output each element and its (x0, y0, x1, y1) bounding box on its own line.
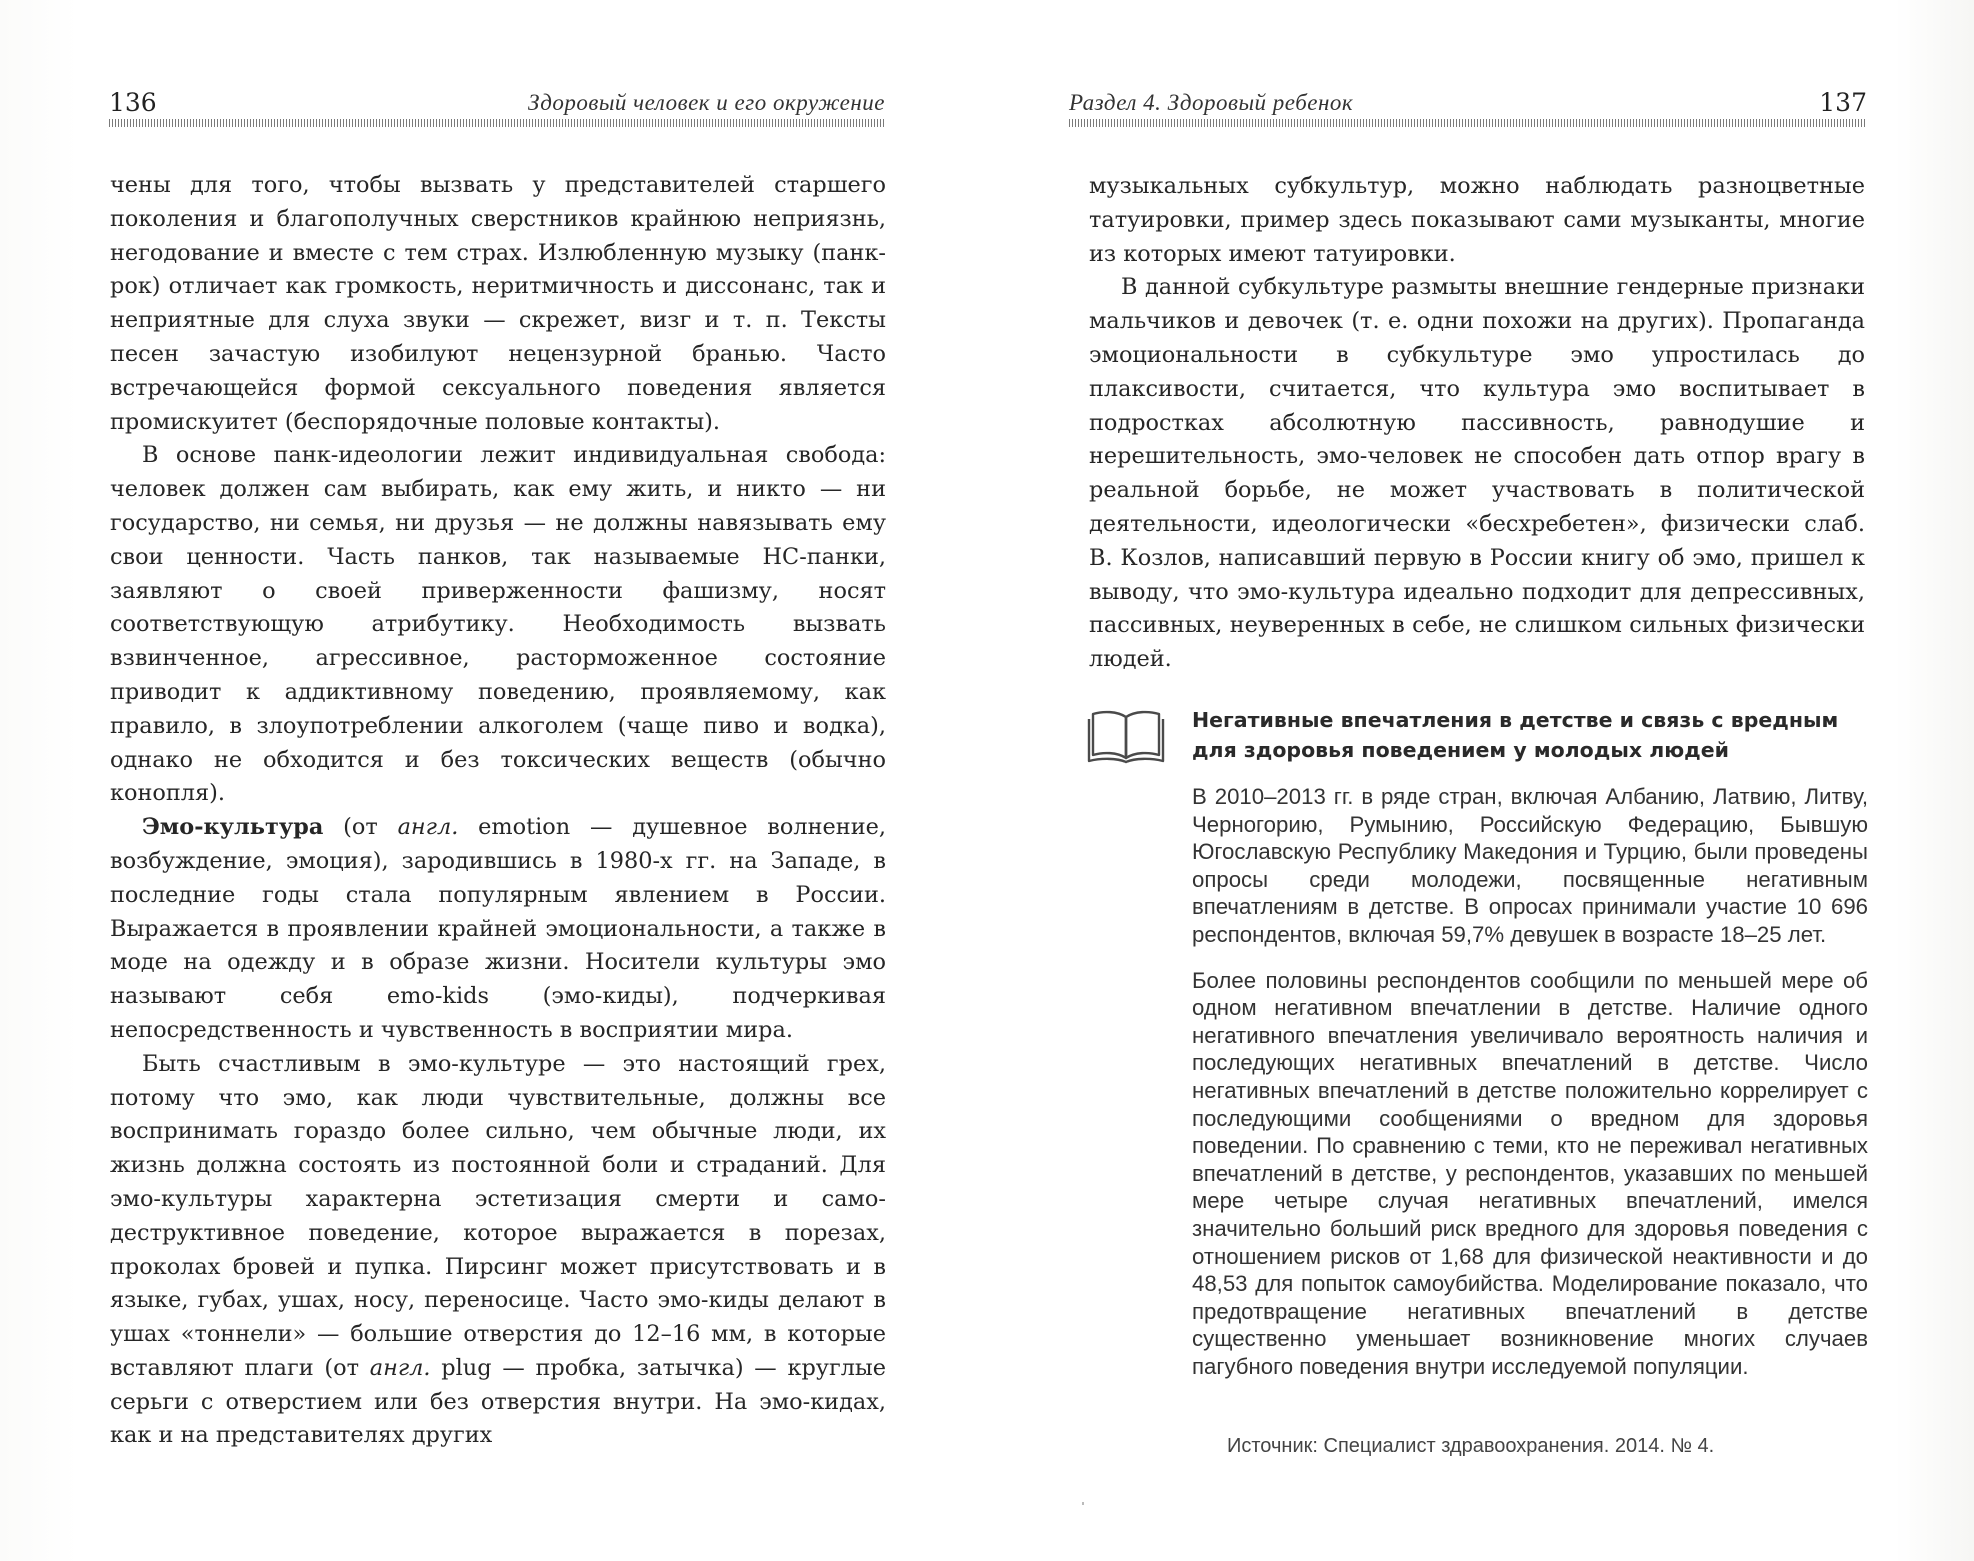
right-page (987, 0, 1974, 1561)
text-run: Быть счастливым в эмо-культуре — это настоящий грех, потому что эмо, как люди чувствительные, должны все воспринимать гораздо более сильно, чем обычные люди, их жизнь должна состоять из постоянной боли и страданий. Для эмо-культуры характерна эстетизация смерти и самодеструктивное поведение, которое выражается в порезах, проколах бровей и пупка. Пирсинг может присутствовать и в языке, губах, ушах, носу, переносице. Часто эмо-киды делают в ушах «тоннели» — большие отверстия до 12–16 мм, в которые вставляют плаги (от (110, 1050, 886, 1381)
info-box-title: Негативные впечатления в детстве и связь с вредным для здоровья поведением у молодых людей (1192, 708, 1839, 762)
right-running-head (1069, 86, 1867, 132)
term-emo-culture: Эмо-культура (142, 814, 324, 841)
paragraph: В основе панк-идеологии лежит индивидуальная свобода: человек должен сам выбирать, как ему жить, и никто — ни государство, ни семья, ни друзья — не должны навязывать ему свои ценности. Часть панков, так называемые НС-панки, заявляют о своей приверженности фашизму, носят соответствующую атрибутику. Необходимость вызвать взвинченное, агрессивное, расторможенное состояние приводит к аддиктивному поведению, проявляемому, как правило, в злоупотреблении алкоголем (чаще пиво и водка), однако не обходится и без токсических веществ (обычно конопля). (110, 442, 886, 807)
abbr-english: англ. (397, 814, 459, 841)
left-header-rule (109, 119, 885, 127)
paragraph: В данной субкультуре размыты внешние гендерные признаки мальчиков и девочек (т. е. одни похожи на других). Пропаганда эмоциональности в субкультуре эмо упростилась до плаксивости, считается, что культура эмо воспитывает в подростках абсолютную пассивность, равнодушие и нерешительность, эмо-человек не способен дать отпор врагу в реальной борьбе, не может участвовать в политической деятельности, идеологически «бесхребетен», физически слаб. В. Козлов, написавший первую в России книгу об эмо, пришел к выводу, что эмо-культура идеально подходит для депрессивных, пассивных, неуверенных в себе, не слишком сильных физически людей. (1089, 274, 1865, 673)
paper-speck (1082, 1502, 1084, 1505)
text-run: emotion — душевное волнение, возбуждение, эмоция), зародившись в 1980-х гг. на Западе, в последние годы стала популярным явлением в России. Выражается в проявлении крайней эмоциональности, а также в моде на одежду и в образе жизни. Носители культуры эмо называют себя emo-kids (эмо-киды), подчеркивая непосредственность и чувственность в восприятии мира. (110, 814, 886, 1043)
info-box-body (1192, 783, 1868, 1398)
info-box-paragraph: В 2010–2013 гг. в ряде стран, включая Албанию, Латвию, Литву, Черногорию, Румынию, Российскую Федерацию, Бывшую Югославскую Республику Македония и Турцию, были проведены опросы среди молодежи, посвященные негативным впечатлениям в детстве. В опросах принимали участие 10 696 респондентов, включая 59,7% девушек в возрасте 18–25 лет. (1192, 784, 1868, 947)
open-book-icon (1087, 705, 1165, 765)
paragraph: чены для того, чтобы вызвать у представителей старшего поколения и благополучных сверстников крайнюю неприязнь, негодование и вместе с тем страх. Излюбленную музыку (панк-рок) отличает как громкость, неритмичность и диссонанс, так и неприятные для слуха звуки — скрежет, визг и т. п. Тексты песен зачастую изобилуют нецензурной бранью. Часто встречающейся формой сексуального поведения является промискуитет (беспорядочные половые контакты). (110, 172, 886, 435)
info-box-source: Источник: Специалист здравоохранения. 2014. № 4. (1227, 1435, 1715, 1457)
text-run: plug — пробка, затычка) — круглые серьги с отверстием или без отверстия внутри. На эмо-кидах, как и на представителях других (110, 1354, 886, 1449)
paragraph: музыкальных субкультур, можно наблюдать разноцветные татуировки, пример здесь показывают сами музыканты, многие из которых имеют татуировки. (1089, 173, 1865, 267)
info-box-paragraph: Более половины респондентов сообщили по меньшей мере об одном негативном впечатлении в детстве. Наличие одного негативного впечатления увеличивало вероятность наличия и последующих негативных впечатлений в детстве. Число негативных впечатлений в детстве положительно коррелирует с последующими сообщениями о вредном для здоровья поведении. По сравнению с теми, кто не переживал негативных впечатлений в детстве, у респондентов, указавших по меньшей мере четыре случая негативных впечатлений, имелся значительно больший риск вредного для здоровья поведения с отношением рисков от 1,68 для физической неактивности и до 48,53 для попыток самоубийства. Моделирование показало, что предотвращение негативных впечатлений в детстве существенно уменьшает возникновение многих случаев пагубного поведения внутри исследуемой популяции. (1192, 967, 1868, 1379)
right-header-rule (1069, 119, 1867, 127)
paragraph-emo-culture (110, 811, 886, 1048)
left-page-number: 136 (109, 88, 157, 117)
text-run: (от (323, 814, 398, 841)
right-page-number: 137 (1819, 88, 1867, 117)
left-running-head (109, 86, 885, 132)
right-header-title: Раздел 4. Здоровый ребенок (1069, 90, 1354, 115)
left-body-text (110, 169, 886, 1453)
paragraph (110, 1048, 886, 1454)
left-header-title: Здоровый человек и его окружение (528, 90, 885, 115)
abbr-english: англ. (369, 1354, 431, 1381)
right-body-text (1089, 170, 1865, 677)
